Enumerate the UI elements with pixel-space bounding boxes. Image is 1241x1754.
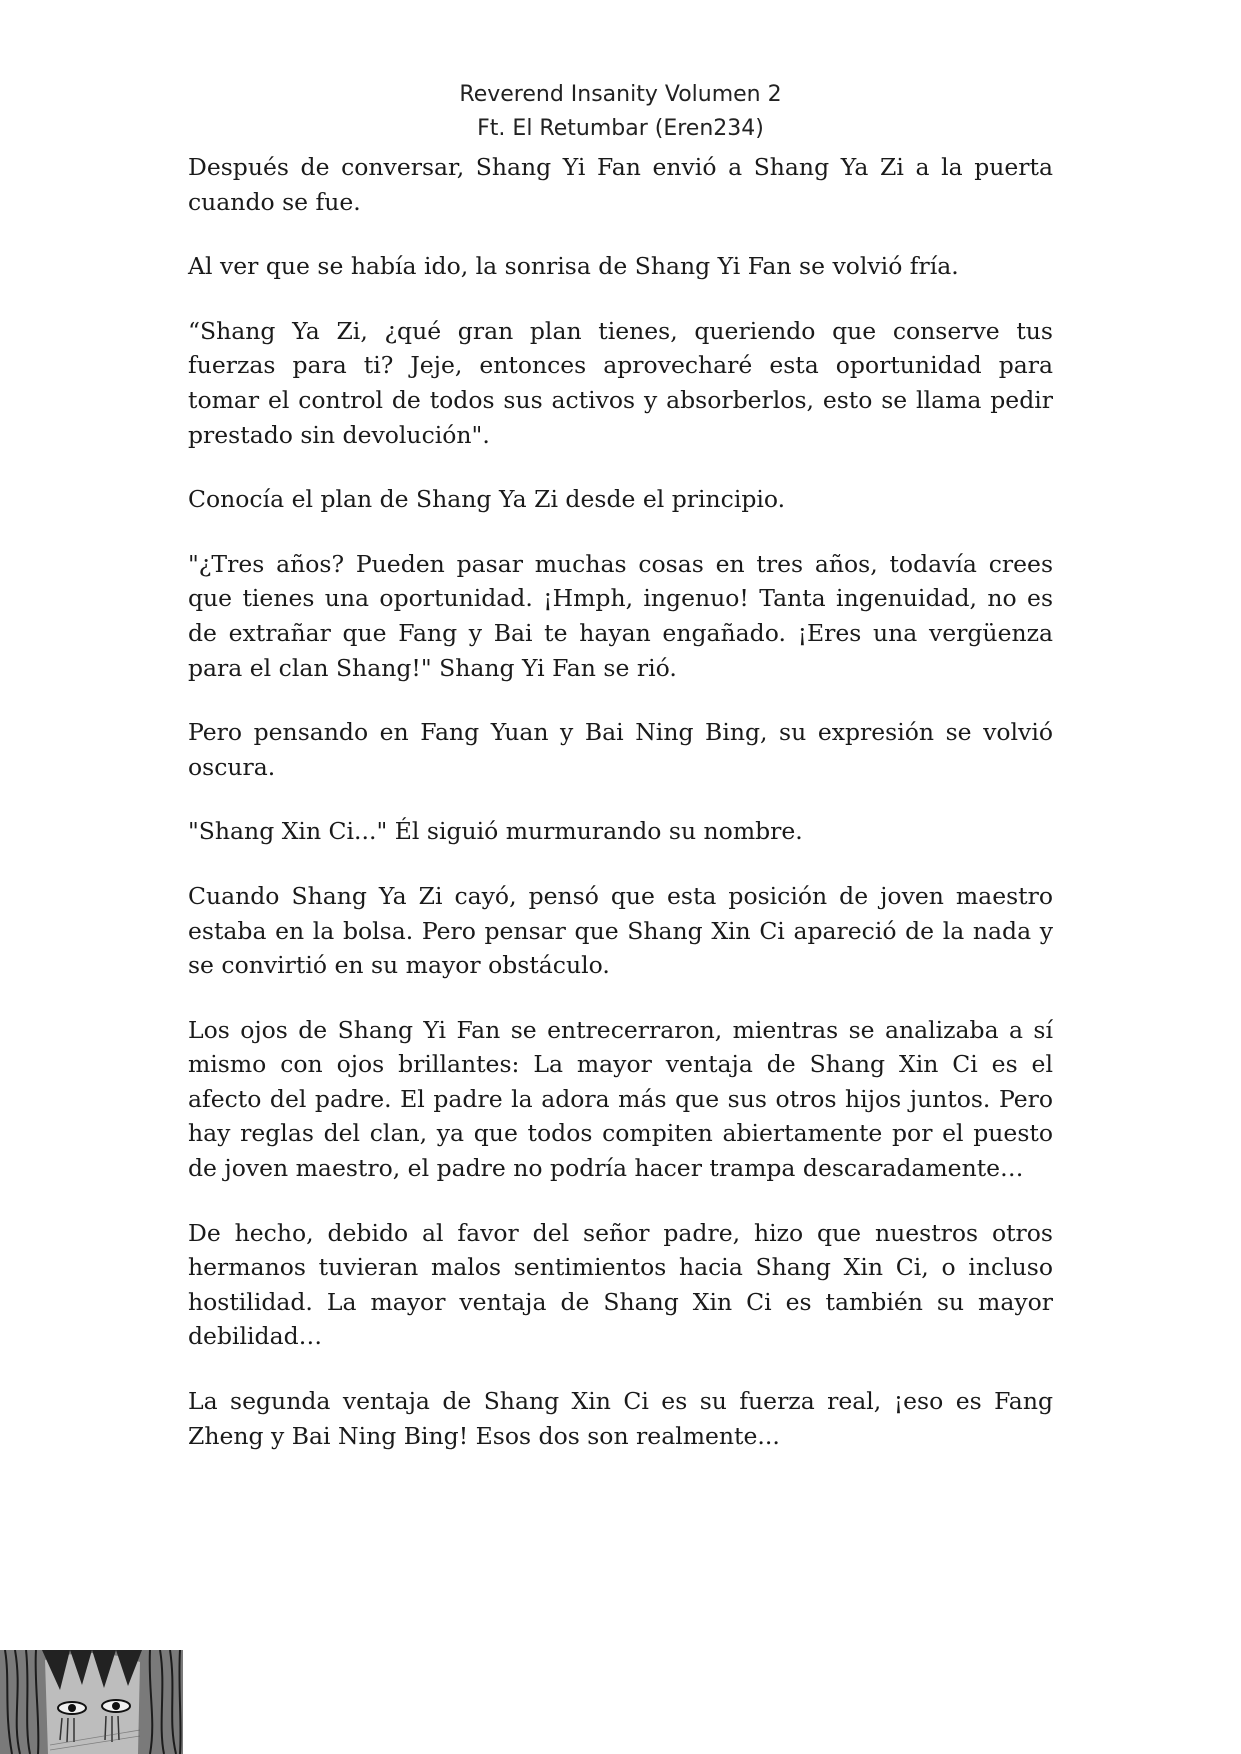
paragraph: Al ver que se había ido, la sonrisa de Shang Yi Fan se volvió fría. (188, 252, 959, 281)
paragraph: Después de conversar, Shang Yi Fan envió a Shang Ya Zi a la puerta cuando se fue. (188, 153, 1053, 216)
paragraph: Los ojos de Shang Yi Fan se entrecerraron, mientras se analizaba a sí mismo con ojos brillantes: La mayor ventaja de Shang Xin Ci es el afecto del padre. El padre la adora más que sus otros hijos juntos. Pero hay reglas del clan, ya que todos compiten abiertamente por el puesto de joven maestro, el padre no podría hacer trampa descaradamente… (188, 1015, 1053, 1183)
paragraph: De hecho, debido al favor del señor padre, hizo que nuestros otros hermanos tuvieran malos sentimientos hacia Shang Xin Ci, o incluso hostilidad. La mayor ventaja de Shang Xin Ci es también su mayor debilidad… (188, 1218, 1053, 1351)
body-text (188, 150, 1053, 1483)
paragraph: "¿Tres años? Pueden pasar muchas cosas en tres años, todavía crees que tienes una oportunidad. ¡Hmph, ingenuo! Tanta ingenuidad, no es de extrañar que Fang y Bai te hayan engañado. ¡Eres una vergüenza para el clan Shang!" Shang Yi Fan se rió. (188, 549, 1053, 682)
paragraph: Pero pensando en Fang Yuan y Bai Ning Bing, su expresión se volvió oscura. (188, 718, 1053, 781)
page-header (0, 78, 1241, 146)
paragraph: La segunda ventaja de Shang Xin Ci es su fuerza real, ¡eso es Fang Zheng y Bai Ning Bing! Esos dos son realmente... (188, 1387, 1053, 1450)
paragraph: “Shang Ya Zi, ¿qué gran plan tienes, queriendo que conserve tus fuerzas para ti? Jeje, entonces aprovecharé esta oportunidad para tomar el control de todos sus activos y absorberlos, esto se llama pedir prestado sin devolución". (188, 316, 1053, 449)
manga-portrait-image (0, 1650, 183, 1754)
header-title: Reverend Insanity Volumen 2 (459, 82, 782, 107)
header-credit: Ft. El Retumbar (Eren234) (477, 116, 764, 141)
paragraph: "Shang Xin Ci..." Él siguió murmurando su nombre. (188, 817, 803, 846)
paragraph: Cuando Shang Ya Zi cayó, pensó que esta posición de joven maestro estaba en la bolsa. Pero pensar que Shang Xin Ci apareció de la nada y se convirtió en su mayor obstáculo. (188, 881, 1053, 980)
paragraph: Conocía el plan de Shang Ya Zi desde el principio. (188, 485, 786, 514)
